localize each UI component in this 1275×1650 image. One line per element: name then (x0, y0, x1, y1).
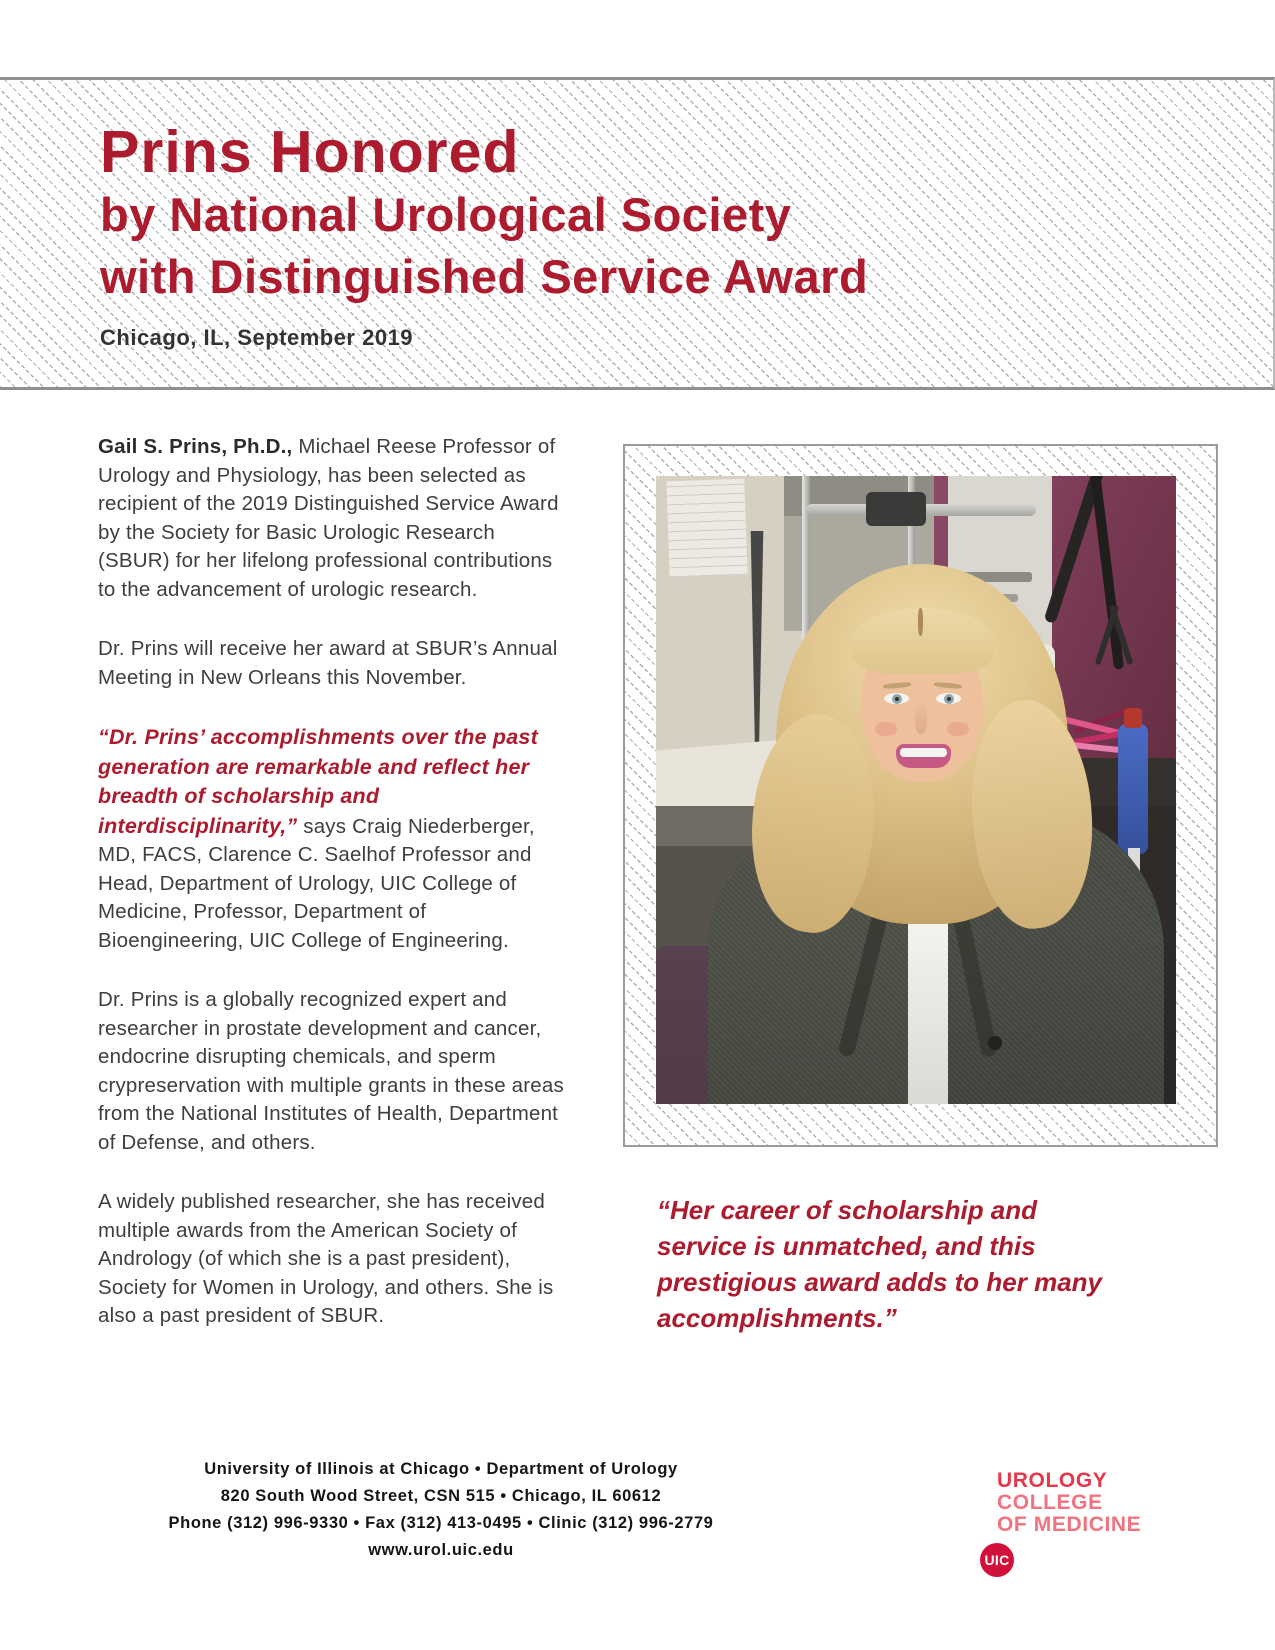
inline-quote: “Dr. Prins’ accomplishments over the past generation are remarkable and reflect her breadth of scholarship and interdisciplinarity,” (98, 725, 538, 838)
paragraph-3 (98, 723, 572, 955)
page-title-line2: by National Urological Society (100, 188, 792, 241)
footer-line-address: 820 South Wood Street, CSN 515 • Chicago, IL 60612 (220, 1487, 662, 1505)
pull-quote: “Her career of scholarship and service is unmatched, and this prestigious award adds to her many accomplishments.” (657, 1195, 1102, 1333)
paragraph-5: A widely published researcher, she has received multiple awards from the American Society of Andrology (of which she is a past president), Society for Women in Urology, and others. She is also a past president of SBUR. (98, 1190, 554, 1327)
person-name: Gail S. Prins, Ph.D., (98, 435, 293, 458)
footer-website: www.urol.uic.edu (368, 1541, 514, 1559)
footer-contact-block (88, 1456, 794, 1564)
uic-circle-logo: UIC (980, 1543, 1014, 1577)
paragraph-4: Dr. Prins is a globally recognized expert and researcher in prostate development and cancer, endocrine disrupting chemicals, and sperm crypreservation with multiple grants in these areas from the National Institutes of Health, Department of Defense, and others. (98, 988, 564, 1154)
photo-gail-prins-in-lab (656, 476, 1176, 1104)
page-title-line3: with Distinguished Service Award (100, 250, 869, 303)
urology-college-logo (997, 1470, 1141, 1536)
quote-attribution: says Craig Niederberger, MD, FACS, Clarence C. Saelhof Professor and Head, Department of Urology, UIC College of Medicine, Professor, Department of Bioengineering, UIC College of Engineering. (98, 814, 535, 952)
header-banner (0, 77, 1275, 390)
article-body (98, 433, 572, 1362)
logo-line-urology: UROLOGY (997, 1469, 1108, 1492)
paragraph-2: Dr. Prins will receive her award at SBUR’s Annual Meeting in New Orleans this November. (98, 637, 558, 689)
dateline: Chicago, IL, September 2019 (100, 325, 414, 350)
footer-line-institution: University of Illinois at Chicago • Department of Urology (204, 1460, 678, 1478)
paragraph-1 (98, 433, 572, 604)
paragraph-1-text: Michael Reese Professor of Urology and Physiology, has been selected as recipient of the 2019 Distinguished Service Award by the Society for Basic Urologic Research (SBUR) for her lifelong professional contributions to the advancement of urologic research. (98, 435, 559, 601)
photo-detail (656, 476, 1176, 1104)
photo-frame (623, 444, 1218, 1147)
logo-line-college: COLLEGE (997, 1491, 1103, 1514)
footer-line-phones: Phone (312) 996-9330 • Fax (312) 413-0495 • Clinic (312) 996-2779 (168, 1514, 714, 1532)
logo-line-of-medicine: OF MEDICINE (997, 1513, 1142, 1536)
page-title-line1: Prins Honored (100, 119, 520, 185)
